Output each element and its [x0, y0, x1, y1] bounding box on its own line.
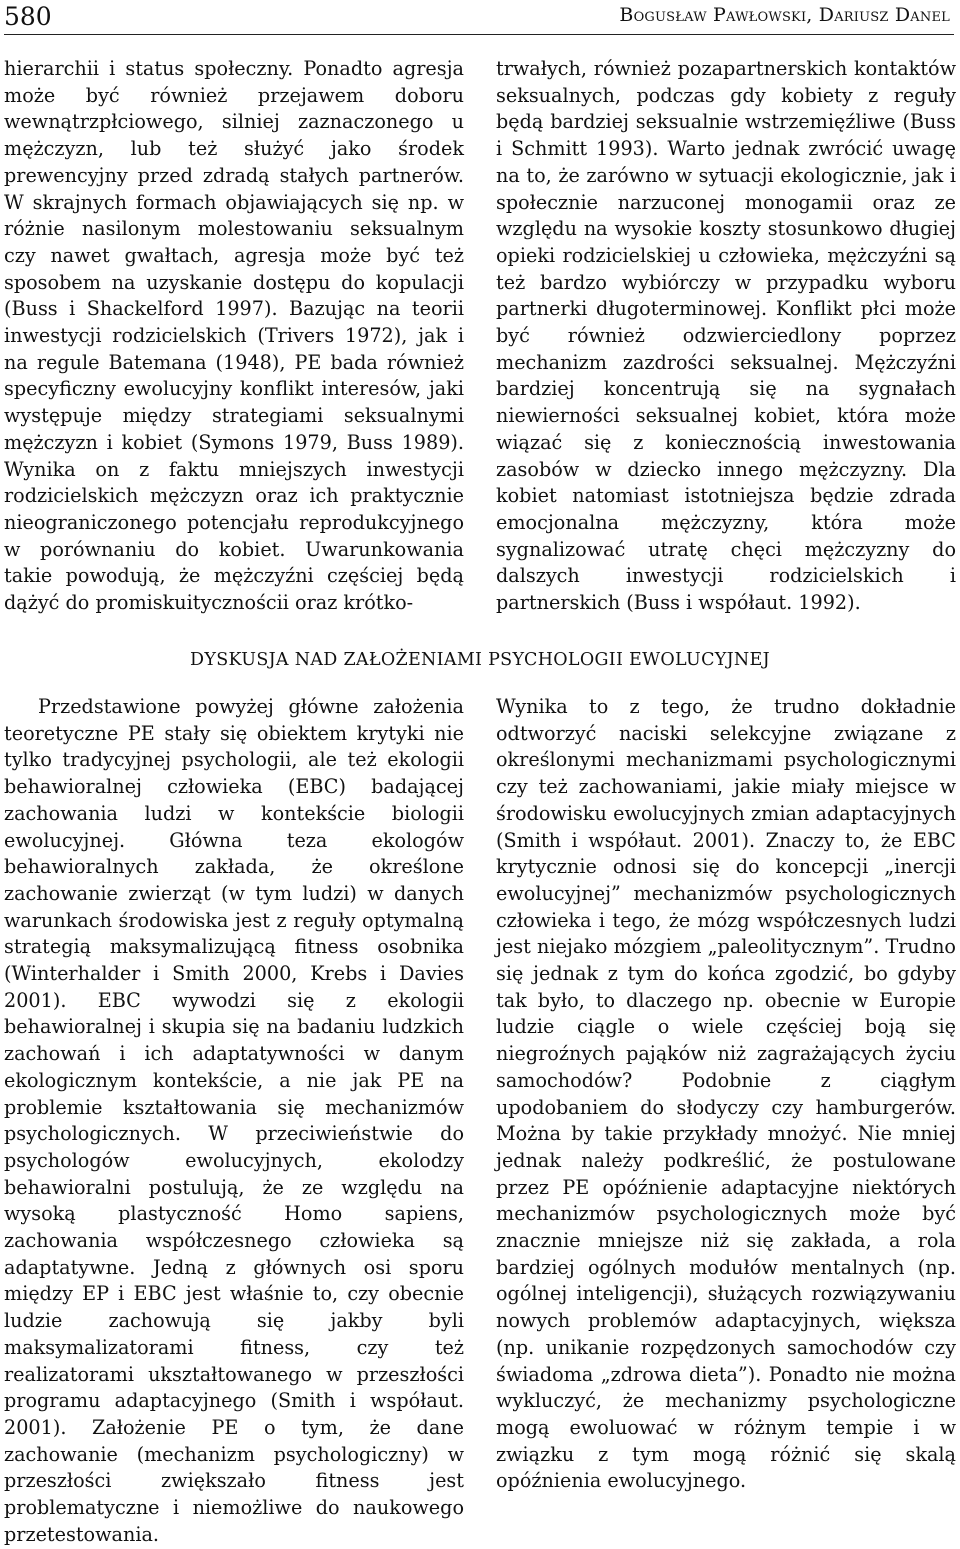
header-rule [4, 34, 954, 35]
paragraph-bottom-right: Wynika to z tego, że trudno dokładnie odtworzyć naciski selekcyjne związane z określonymi mechanizmami psychologicznymi czy też zachowaniami, jakie miały miejsce w środowisku ewolucyjnych zmian adaptacyjnych (Smith i współaut. 2001). Znaczy to, że EBC krytycznie odnosi się do koncepcji „inercji ewolucyjnej” mechanizmów psychologicznych człowieka i tego, że mózg współczesnych ludzi jest niejako mózgiem „paleolitycznym”. Trudno się jednak z tym do końca zgodzić, bo gdyby tak było, to dlaczego np. obecnie w Europie ludzie ciągle o wiele częściej boją się niegroźnych pająków niż zagrażających życiu samochodów? Podobnie z ciągłym upodobaniem do słodyczy czy hamburgerów. Można by takie przykłady mnożyć. Nie mniej jednak należy podkreślić, że postulowane przez PE opóźnienie adaptacyjne niektórych mechanizmów psychologicznych może być znacznie mniejsze niż się zakłada, a rola bardziej ogólnych modułów mentalnych (np. ogólnej inteligencji), służących rozwiązywaniu nowych problemów adaptacyjnych, większa (np. unikanie rozpędzonych samochodów czy świadoma „zdrowa dieta”). Ponadto nie można wykluczyć, że mechanizmy psychologiczne mogą ewoluować w różnym tempie i w związku z tym mogą różnić się skalą opóźnienia ewolucyjnego. [496, 695, 956, 1493]
running-head: Bogusław Pawłowski, Dariusz Danel [619, 4, 950, 26]
paragraph-top-right: trwałych, również pozapartnerskich kontaktów seksualnych, podczas gdy kobiety z reguły będą bardziej seksualnie wstrzemięźliwe (Buss i Schmitt 1993). Warto jednak zwrócić uwagę na to, że zarówno w sytuacji ekologicznie, jak i społecznie narzuconej monogamii oraz ze względu na wysokie koszty stosunkowo długiej opieki rodzicielskiej u człowieka, mężczyźni są też bardzo wybiórczy w przypadku wyboru partnerki długoterminowej. Konflikt płci może być również odzwierciedlony poprzez mechanizm zazdrości seksualnej. Mężczyźni bardziej koncentrują się na sygnałach niewierności seksualnej kobiet, która może wiązać się z koniecznością inwestowania zasobów w dziecko innego mężczyzny. Dla kobiet natomiast istotniejsza będzie zdrada emocjonalna mężczyzny, która może sygnalizować utratę chęci mężczyzny do dalszych inwestycji rodzicielskich i partnerskich (Buss i współaut. 1992). [496, 57, 956, 615]
paragraph-top-left: hierarchii i status społeczny. Ponadto agresja może być również przejawem doboru wewnątrzpłciowego, silniej zaznaczonego u mężczyzn, lub też służyć jako środek prewencyjny przed zdradą stałych partnerów. W skrajnych formach objawiających się np. w różnie nasilonym molestowaniu seksualnym czy nawet gwałtach, agresja może być też sposobem na uzyskanie dostępu do kopulacji (Buss i Shackelford 1997). Bazując na teorii inwestycji rodzicielskich (Trivers 1972), jak i na regule Batemana (1948), PE bada również specyficzny ewolucyjny konflikt interesów, jaki występuje między strategiami seksualnymi mężczyzn i kobiet (Symons 1979, Buss 1989). Wynika on z faktu mniejszych inwestycji rodzicielskich mężczyzn oraz ich praktycznie nieograniczonego potencjału reprodukcyjnego w porównaniu do kobiet. Uwarunkowania takie powodują, że mężczyźni częściej będą dążyć do promiskuitycznościi oraz krótko- [4, 57, 464, 615]
paragraph-bottom-left: Przedstawione powyżej główne założenia teoretyczne PE stały się obiektem krytyki nie tylko tradycyjnej psychologii, ale też ekologii behawioralnej człowieka (EBC) badającej zachowania ludzi w kontekście biologii ewolucyjnej. Główna teza ekologów behawioralnych zakłada, że określone zachowanie zwierząt (w tym ludzi) w danych warunkach środowiska jest z reguły optymalną strategią maksymalizującą fitness osobnika (Winterhalder i Smith 2000, Krebs i Davies 2001). EBC wywodzi się z ekologii behawioralnej i skupia się na badaniu ludzkich zachowań i ich adaptatywności w danym ekologicznym kontekście, a nie jak PE na problemie kształtowania się mechanizmów psychologicznych. W przeciwieństwie do psychologów ewolucyjnych, ekolodzy behawioralni postulują, że ze względu na wysoką plastyczność Homo sapiens, zachowania współczesnego człowieka są adaptatywne. Jedną z głównych osi sporu między EP i EBC jest właśnie to, czy obecnie ludzie zachowują się jakby byli maksymalizatorami fitness, czy też realizatorami ukształtowanego w przeszłości programu adaptacyjnego (Smith i współaut. 2001). Założenie PE o tym, że dane zachowanie (mechanizm psychologiczny) w przeszłości zwiększało fitness jest problematyczne i niemożliwe do naukowego przetestowania. [4, 695, 464, 1546]
bottom-left-column [4, 694, 464, 1549]
bottom-right-column [496, 694, 956, 1495]
top-left-column [4, 56, 464, 617]
section-heading: DYSKUSJA NAD ZAŁOŻENIAMI PSYCHOLOGII EWOLUCYJNEJ [190, 650, 770, 670]
top-right-column [496, 56, 956, 617]
page-number: 580 [4, 2, 52, 31]
